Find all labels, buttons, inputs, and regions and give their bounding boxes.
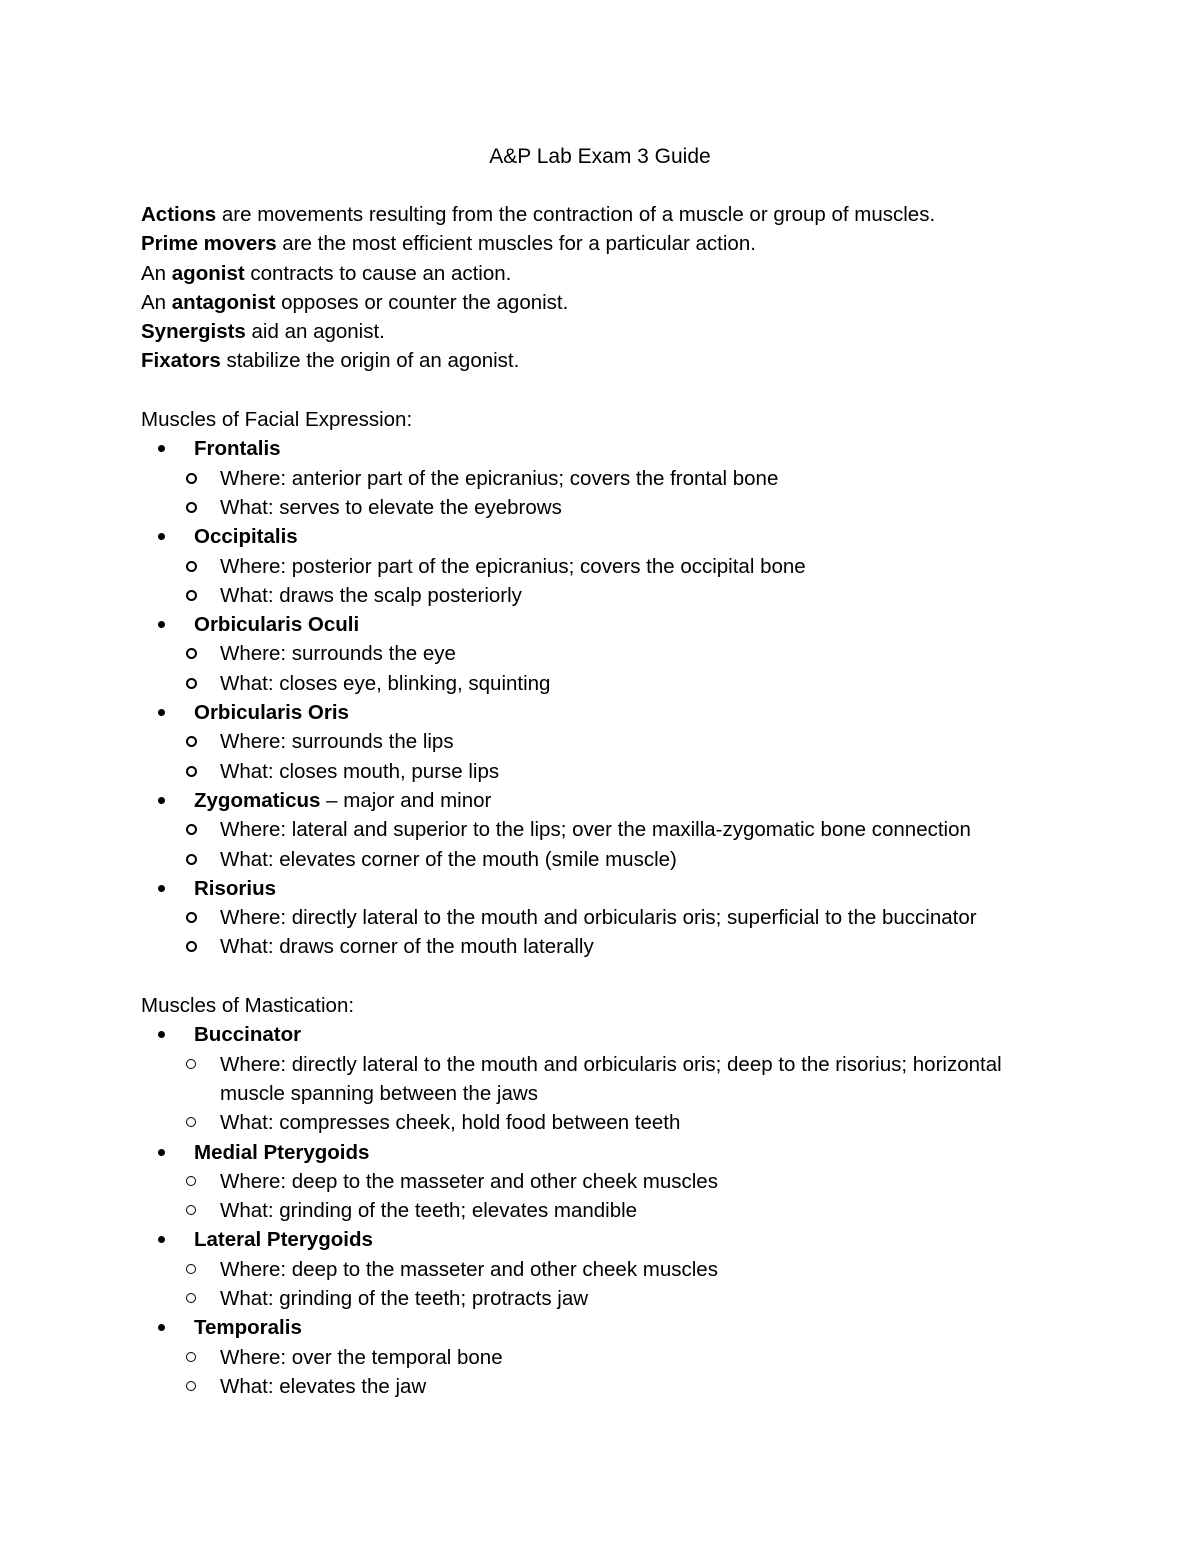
muscle-name: Frontalis [194,437,281,461]
definition-term: Actions [141,203,217,226]
detail-text: What: closes mouth, purse lips [220,759,500,783]
detail-what [141,669,1071,698]
detail-text: What: elevates corner of the mouth (smile muscle) [220,847,677,871]
definition-term: Fixators [141,349,221,373]
detail-list [141,464,1071,523]
detail-where [141,727,1071,756]
muscle-name: Occipitalis [194,525,298,549]
circle-bullet-icon [186,1176,196,1186]
detail-where [141,1167,1071,1196]
detail-text: What: compresses cheek, hold food between teeth [220,1111,681,1135]
circle-bullet-icon [186,1059,196,1069]
detail-text: Where: anterior part of the epicranius; covers the frontal bone [220,466,779,490]
circle-bullet-icon [186,561,197,572]
detail-where [141,464,1071,493]
circle-bullet-icon [186,766,197,777]
detail-text: Where: deep to the masseter and other cheek muscles [220,1257,718,1281]
detail-what [141,1108,1071,1137]
detail-where [141,1050,1071,1109]
list-item [141,522,1071,610]
detail-list [141,1050,1071,1138]
bullet-icon [158,797,165,804]
detail-text: Where: over the temporal bone [220,1345,503,1369]
muscle-name: Buccinator [194,1023,302,1047]
detail-text: What: draws the scalp posteriorly [220,583,522,607]
circle-bullet-icon [186,590,197,601]
muscle-name: Lateral Pterygoids [194,1228,373,1252]
definition-line: Synergists aid an agonist. [141,320,385,344]
definitions-block [141,200,1071,376]
muscle-list [141,1020,1071,1401]
list-item [141,1020,1071,1137]
circle-bullet-icon [186,1293,196,1303]
detail-what [141,1196,1071,1225]
circle-bullet-icon [186,941,197,952]
section-heading: Muscles of Facial Expression: [141,408,413,432]
list-item [141,874,1071,962]
detail-list [141,903,1071,962]
list-item [141,610,1071,698]
muscle-name: Orbicularis Oculi [194,613,360,637]
detail-text: What: closes eye, blinking, squinting [220,671,551,695]
detail-text: Where: lateral and superior to the lips; over the maxilla-zygomatic bone connection [220,818,971,842]
definition-line: Fixators stabilize the origin of an agonist. [141,349,520,373]
definition-line: Actions are movements resulting from the contraction of a muscle or group of muscles. [141,203,936,226]
detail-what [141,1284,1071,1313]
bullet-icon [158,1149,165,1156]
circle-bullet-icon [186,1352,196,1362]
circle-bullet-icon [186,678,197,689]
blank-line [141,376,1071,405]
detail-list [141,639,1071,698]
detail-what [141,757,1071,786]
bullet-icon [158,1236,165,1243]
circle-bullet-icon [186,473,197,484]
detail-what [141,581,1071,610]
detail-list [141,1167,1071,1226]
detail-text: What: elevates the jaw [220,1374,427,1398]
muscle-row [141,874,1071,903]
blank-line [141,962,1071,991]
bullet-icon [158,1324,165,1331]
detail-text: What: draws corner of the mouth laterally [220,935,594,959]
document-body [141,200,1071,1401]
bullet-icon [158,1031,165,1038]
muscle-name: Temporalis [194,1316,302,1340]
detail-list [141,815,1071,874]
detail-text: Where: deep to the masseter and other cheek muscles [220,1169,718,1193]
definition-term: Prime movers [141,232,277,256]
detail-list [141,727,1071,786]
detail-where [141,815,1071,844]
muscle-row [141,1138,1071,1167]
list-item [141,434,1071,522]
detail-text: Where: directly lateral to the mouth and orbicularis oris; superficial to the buccinator [220,906,977,930]
definition-line: An agonist contracts to cause an action. [141,261,512,285]
detail-where [141,903,1071,932]
bullet-icon [158,445,165,452]
muscle-row [141,786,1071,815]
list-item [141,1225,1071,1313]
detail-text: What: serves to elevate the eyebrows [220,495,562,519]
document-title: A&P Lab Exam 3 Guide [489,145,711,168]
muscle-row [141,1020,1071,1049]
detail-where [141,1255,1071,1284]
sections-container [141,405,1071,1401]
detail-text: Where: posterior part of the epicranius; covers the occipital bone [220,554,806,578]
circle-bullet-icon [186,1381,196,1391]
detail-text: What: grinding of the teeth; elevates mandible [220,1199,638,1223]
muscle-row [141,522,1071,551]
detail-what [141,845,1071,874]
bullet-icon [158,621,165,628]
muscle-list [141,434,1071,961]
definition-term: Synergists [141,320,246,344]
detail-list [141,1255,1071,1314]
detail-where [141,639,1071,668]
muscle-row [141,1313,1071,1342]
circle-bullet-icon [186,1117,196,1127]
detail-text: Where: directly lateral to the mouth and orbicularis oris; deep to the risorius; horizontal muscle spanning between the jaws [220,1052,1002,1105]
definition-line: An antagonist opposes or counter the agonist. [141,290,569,314]
detail-what [141,1372,1071,1401]
circle-bullet-icon [186,1264,196,1274]
circle-bullet-icon [186,912,197,923]
circle-bullet-icon [186,502,197,513]
list-item [141,698,1071,786]
bullet-icon [158,709,165,716]
muscle-row [141,1225,1071,1254]
muscle-name: Medial Pterygoids [194,1140,370,1164]
detail-what [141,932,1071,961]
muscle-name: Orbicularis Oris [194,701,349,725]
circle-bullet-icon [186,854,197,865]
muscle-row [141,698,1071,727]
definition-term: agonist [171,261,245,285]
muscle-name-suffix: – major and minor [320,788,492,812]
detail-list [141,1343,1071,1402]
detail-list [141,552,1071,611]
circle-bullet-icon [186,736,197,747]
list-item [141,786,1071,874]
circle-bullet-icon [186,1205,196,1215]
detail-text: What: grinding of the teeth; protracts jaw [220,1286,589,1310]
definition-term: antagonist [171,290,276,314]
bullet-icon [158,533,165,540]
section-heading: Muscles of Mastication: [141,994,355,1018]
detail-text: Where: surrounds the lips [220,730,454,754]
detail-what [141,493,1071,522]
muscle-row [141,434,1071,463]
detail-where [141,1343,1071,1372]
muscle-name: Risorius [194,876,277,900]
detail-where [141,552,1071,581]
detail-text: Where: surrounds the eye [220,642,456,666]
circle-bullet-icon [186,648,197,659]
muscle-name: Zygomaticus [194,788,321,812]
bullet-icon [158,885,165,892]
list-item [141,1313,1071,1401]
muscle-row [141,610,1071,639]
list-item [141,1138,1071,1226]
circle-bullet-icon [186,824,197,835]
definition-line: Prime movers are the most efficient muscles for a particular action. [141,232,756,256]
